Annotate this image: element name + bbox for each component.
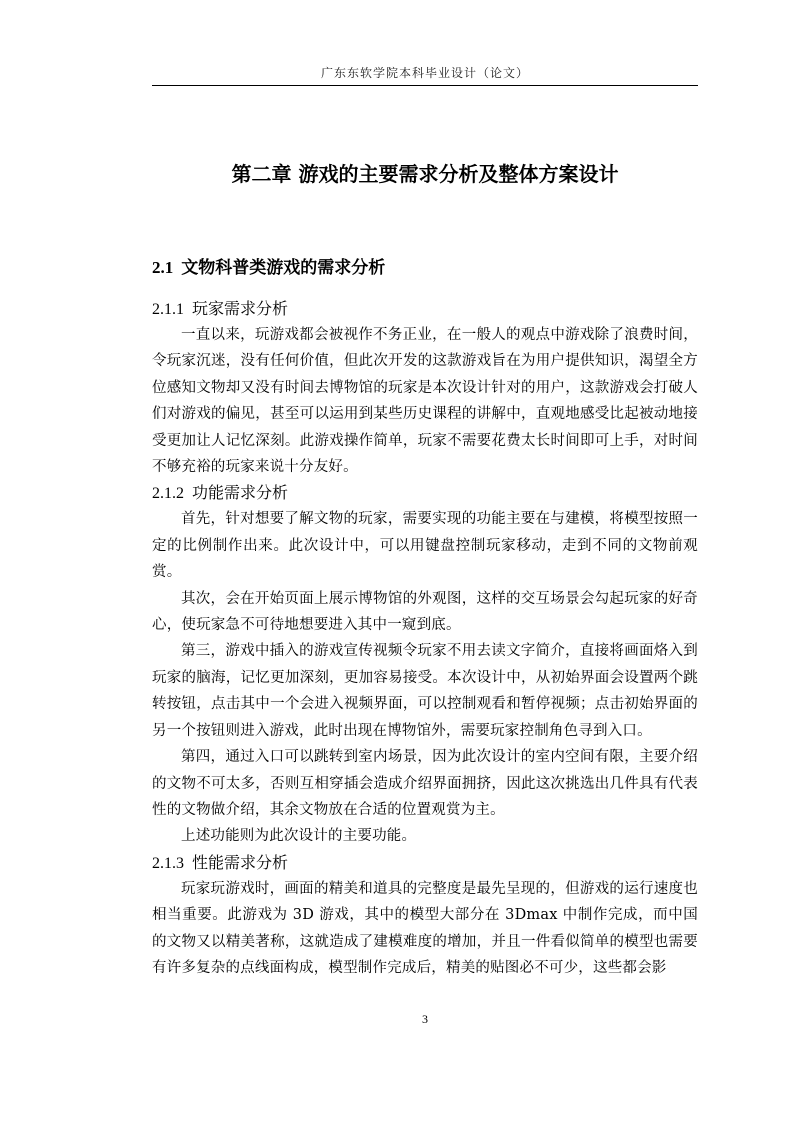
- paragraph: 上述功能则为此次设计的主要功能。: [181, 828, 417, 845]
- section-number: 2.1: [152, 258, 174, 277]
- subsection-heading: [152, 850, 698, 876]
- paragraph: 其次，会在开始页面上展示博物馆的外观图，这样的交互场景会勾起玩家的好奇心，使玩家急不可待地想要进入其中一窥到底。: [152, 590, 698, 634]
- header-rule: [152, 85, 698, 86]
- body-content: [152, 296, 698, 981]
- subsection-heading: [152, 480, 698, 506]
- paragraph: 第四，通过入口可以跳转到室内场景，因为此次设计的室内空间有限，主要介绍的文物不可太多，否则互相穿插会造成介绍界面拥挤，因此这次挑选出几件具有代表性的文物做介绍，其余文物放在合适的位置观赏为主。: [152, 749, 698, 818]
- paragraph: 一直以来，玩游戏都会被视作不务正业，在一般人的观点中游戏除了浪费时间，令玩家沉迷，没有任何价值，但此次开发的这款游戏旨在为用户提供知识，渴望全方位感知文物却又没有时间去博物馆的玩家是本次设计针对的用户，这款游戏会打破人们对游戏的偏见，甚至可以运用到某些历史课程的讲解中，直观地感受比起被动地接受更加让人记忆深刻。此游戏操作简单，玩家不需要花费太长时间即可上手，对时间不够充裕的玩家来说十分友好。: [152, 327, 698, 476]
- section-title: 文物科普类游戏的需求分析: [181, 258, 386, 278]
- page-number: 3: [422, 1012, 428, 1026]
- running-header: 广东东软学院本科毕业设计（论文）: [320, 66, 529, 80]
- paragraph: 第三，游戏中插入的游戏宣传视频令玩家不用去读文字简介，直接将画面烙入到玩家的脑海，记忆更加深刻，更加容易接受。本次设计中，从初始界面会设置两个跳转按钮，点击其中一个会进入视频界面，可以控制观看和暂停视频；点击初始界面的另一个按钮则进入游戏，此时出现在博物馆外，需要玩家控制角色寻到入口。: [152, 643, 698, 739]
- subsection-title: 性能需求分析: [192, 852, 289, 872]
- paragraph: 玩家玩游戏时，画面的精美和道具的完整度是最先呈现的，但游戏的运行速度也相当重要。此游戏为 3D 游戏，其中的模型大部分在 3Dmax 中制作完成，而中国的文物又以精美著称，这就造成了建模难度的增加，并且一件看似简单的模型也需要有许多复杂的点线面构成，模型制作完成后，精美的贴图必不可少，这些都会影: [152, 880, 698, 976]
- paragraph: 首先，针对想要了解文物的玩家，需要实现的功能主要在与建模，将模型按照一定的比例制作出来。此次设计中，可以用键盘控制玩家移动，走到不同的文物前观赏。: [152, 511, 698, 581]
- subsection-title: 玩家需求分析: [192, 299, 289, 318]
- subsection-number: 2.1.1: [152, 301, 184, 318]
- subsection-title: 功能需求分析: [192, 483, 289, 503]
- subsection-number: 2.1.3: [152, 854, 184, 872]
- section-heading: [152, 255, 385, 281]
- subsection-number: 2.1.2: [152, 485, 184, 503]
- chapter-title: 第二章 游戏的主要需求分析及整体方案设计: [231, 162, 619, 186]
- subsection-heading: [152, 296, 698, 322]
